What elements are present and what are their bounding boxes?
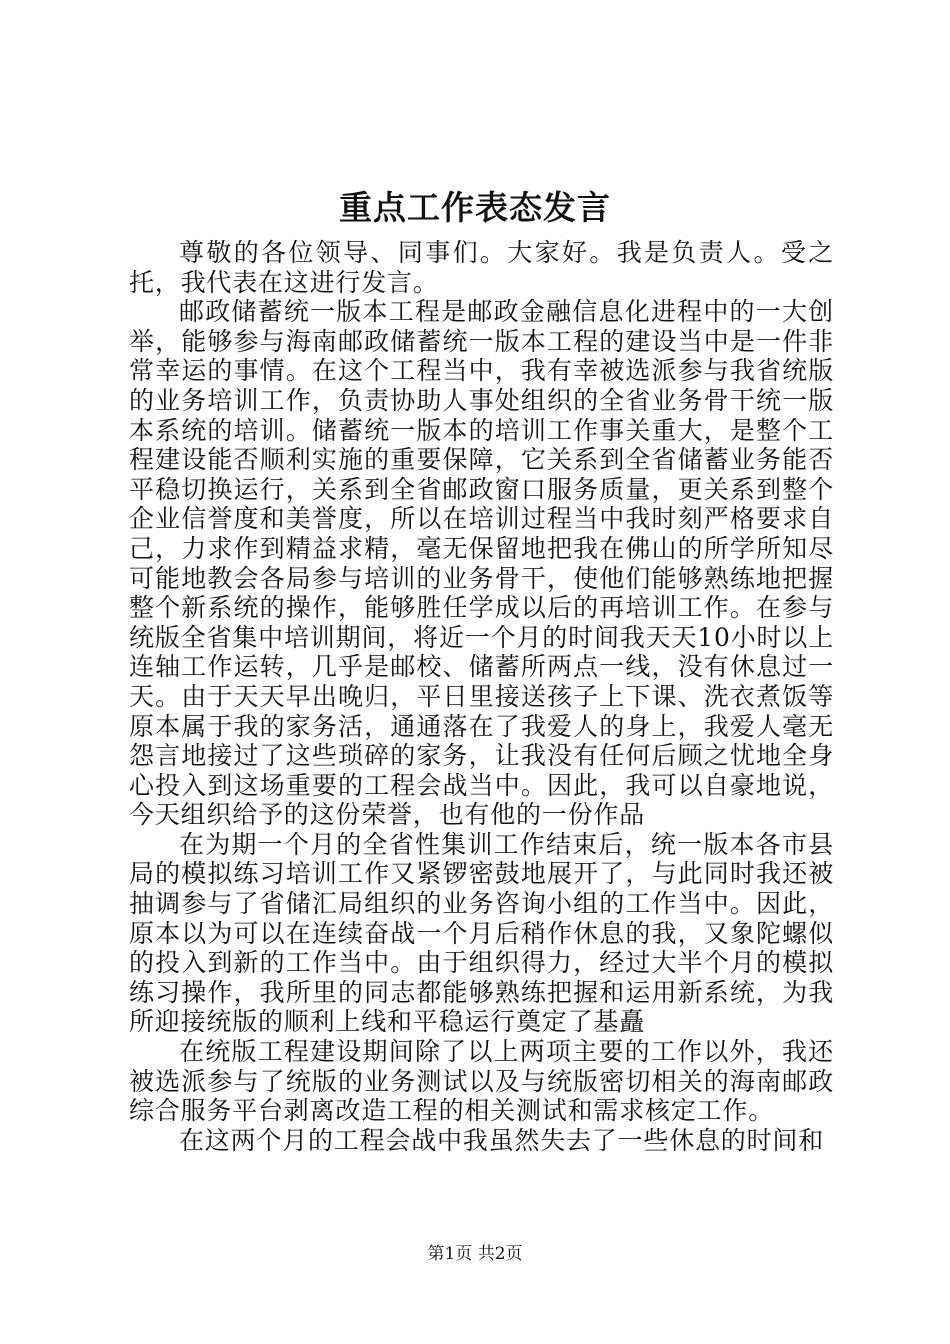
- paragraph-simulation: 在为期一个月的全省性集训工作结束后，统一版本各市县局的模拟练习培训工作又紧锣密鼓地展开了，与此同时我还被抽调参与了省储汇局组织的业务咨询小组的工作当中。因此，原本以为可以在连续奋战一个月后稍作休息的我，又象陀螺似的投入到新的工作当中。由于组织得力，经过大半个月的模拟练习操作，我所里的同志都能够熟练把握和运用新系统，为我所迎接统版的顺利上线和平稳运行奠定了基矗: [129, 829, 834, 1037]
- paragraph-closing: 在这两个月的工程会战中我虽然失去了一些休息的时间和: [179, 1125, 825, 1155]
- document-title: 重点工作表态发言: [339, 188, 611, 227]
- paragraph-greeting: 尊敬的各位领导、同事们。大家好。我是负责人。受之托，我代表在这进行发言。: [129, 238, 834, 297]
- paragraph-training: 邮政储蓄统一版本工程是邮政金融信息化进程中的一大创举，能够参与海南邮政储蓄统一版本工程的建设当中是一件非常幸运的事情。在这个工程当中，我有幸被选派参与我省统版的业务培训工作，负责协助人事处组织的全省业务骨干统一版本系统的培训。储蓄统一版本的培训工作事关重大，是整个工程建设能否顺利实施的重要保障，它关系到全省储蓄业务能否平稳切换运行，关系到全省邮政窗口服务质量，更关系到整个企业信誉度和美誉度，所以在培训过程当中我时刻严格要求自己，力求作到精益求精，毫无保留地把我在佛山的所学所知尽可能地教会各局参与培训的业务骨干，使他们能够熟练地把握整个新系统的操作，能够胜任学成以后的再培训工作。在参与统版全省集中培训期间，将近一个月的时间我天天10小时以上连轴工作运转，几乎是邮校、储蓄所两点一线，没有休息过一天。由于天天早出晚归，平日里接送孩子上下课、洗衣煮饭等原本属于我的家务活，通通落在了我爱人的身上，我爱人毫无怨言地接过了这些琐碎的家务，让我没有任何后顾之忧地全身心投入到这场重要的工程会战当中。因此，我可以自豪地说，今天组织给予的这份荣誉，也有他的一份作品: [129, 297, 834, 830]
- paragraph-testing: 在统版工程建设期间除了以上两项主要的工作以外，我还被选派参与了统版的业务测试以及与统版密切相关的海南邮政综合服务平台剥离改造工程的相关测试和需求核定工作。: [129, 1037, 834, 1126]
- page-number-footer: 第1页 共2页: [427, 1244, 523, 1264]
- document-body: [129, 238, 834, 1155]
